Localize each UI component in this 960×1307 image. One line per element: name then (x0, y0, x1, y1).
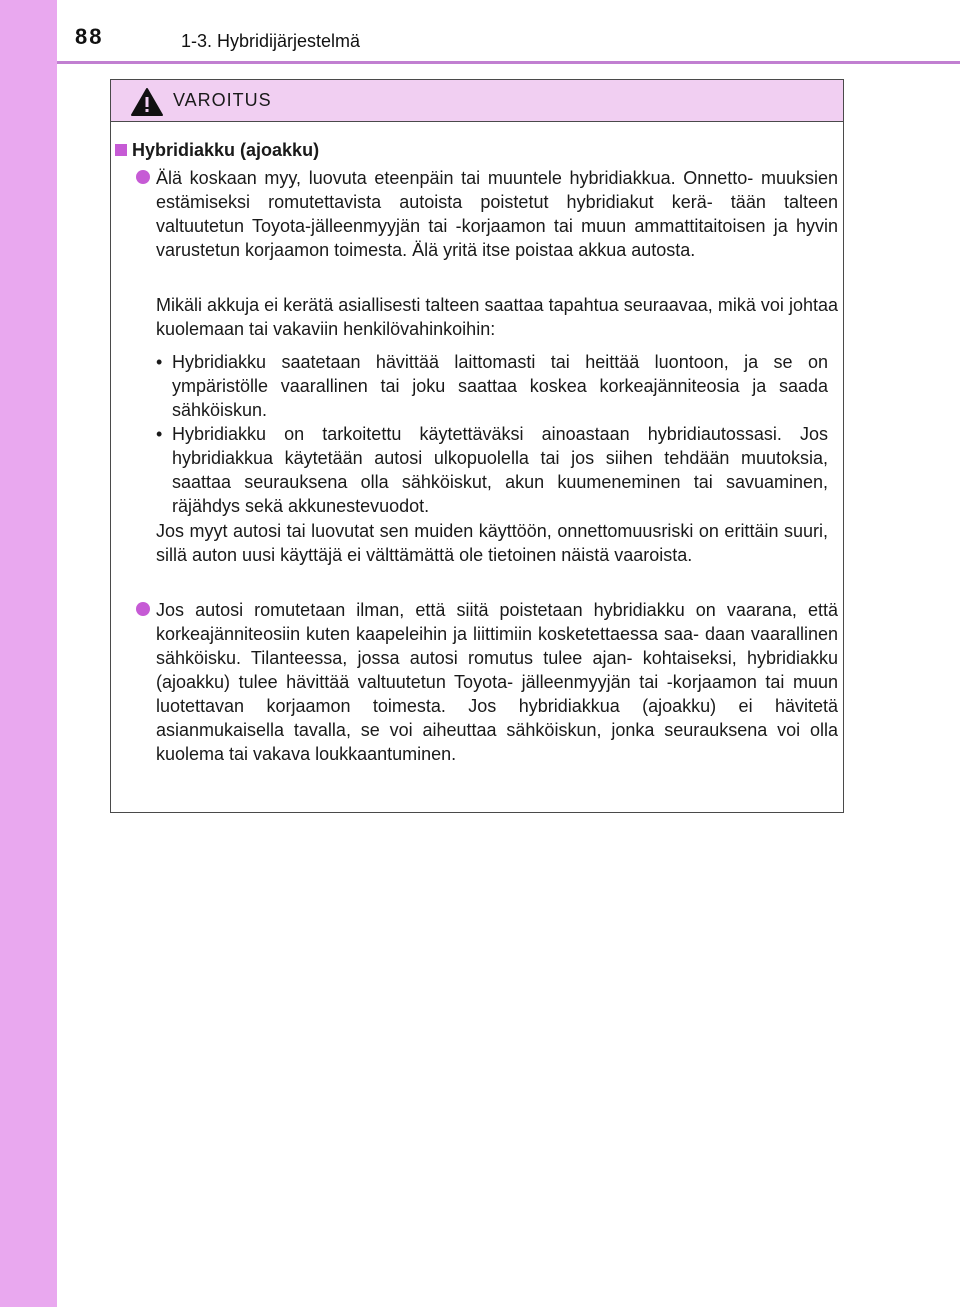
warning-header (111, 80, 843, 122)
square-bullet-icon (115, 144, 127, 156)
bullet-mark: • (156, 352, 163, 372)
bullet-text: Hybridiakku saatetaan hävittää laittomasti tai heittää luontoon, ja se on ympäristölle vaarallinen tai joku saattaa koskea korkeajänniteosia ja saada sähköiskun. (172, 352, 828, 420)
section-title: 1-3. Hybridijärjestelmä (181, 31, 361, 51)
item1-paragraph: Älä koskaan myy, luovuta eteenpäin tai muuntele hybridiakkua. Onnetto- muuksien estämiseksi romutettavista autoista poistetut hybridiakut kerä- tään talteen valtuutetun Toyota-jälleenmyyjän tai -korjaamon tai muun ammattitaitoisen ja hyvin varustetun korjaamon toimesta. Älä yritä itse poistaa akkua autosta. (156, 168, 838, 260)
list-item (156, 350, 828, 422)
side-tab-bar (0, 0, 57, 1307)
warning-subheading (115, 140, 319, 161)
item1-paragraph-3: Jos myyt autosi tai luovutat sen muiden käyttöön, onnettomuusriski on erittäin suuri, sillä auton uusi käyttäjä ei välttämättä ole tietoinen näistä vaaroista. (156, 521, 828, 565)
warning-body (111, 121, 843, 812)
warning-title: VAROITUS (173, 90, 272, 110)
warning-box (110, 79, 844, 813)
item2-paragraph: Jos autosi romutetaan ilman, että siitä poistetaan hybridiakku on vaarana, että korkeajänniteosiin kuten kaapeleihin ja liittimiin kosketettaessa saa- daan vaarallinen sähköisku. Tilanteessa, jossa autosi romutus tulee ajan- kohtaiseksi, hybridiakku (ajoakku) tulee hävittää valtuutetun Toyota- jälleenmyyjän tai -korjaamon tai muun luotettavan korjaamon toimesta. Jos hybridiakkua (ajoakku) ei hävitetä asianmukaisella tavalla, se voi aiheuttaa sähköiskun, jonka seurauksena voi olla kuolema tai vakava loukkaantuminen. (156, 600, 838, 764)
item1-paragraph-2: Mikäli akkuja ei kerätä asiallisesti talteen saattaa tapahtua seuraavaa, mikä voi johtaa kuolemaan tai vakaviin henkilövahinkoihin: (156, 295, 838, 339)
circle-bullet-icon (136, 602, 150, 616)
bullet-text: Hybridiakku on tarkoitettu käytettäväksi ainoastaan hybridiautossasi. Jos hybridiakkua käytetään autosi ulkopuolella tai jos siihen tehdään muutoksia, saattaa seurauksena olla sähköiskut, akun kuumeneminen tai savuaminen, räjähdys sekä akkunestevuodot. (172, 424, 828, 516)
header-divider (57, 61, 960, 64)
subheading-text: Hybridiakku (ajoakku) (132, 140, 320, 160)
bullet-mark: • (156, 424, 163, 444)
list-item (156, 422, 828, 518)
page-number: 88 (75, 24, 104, 49)
circle-bullet-icon (136, 170, 150, 184)
warning-triangle-icon (130, 87, 164, 117)
